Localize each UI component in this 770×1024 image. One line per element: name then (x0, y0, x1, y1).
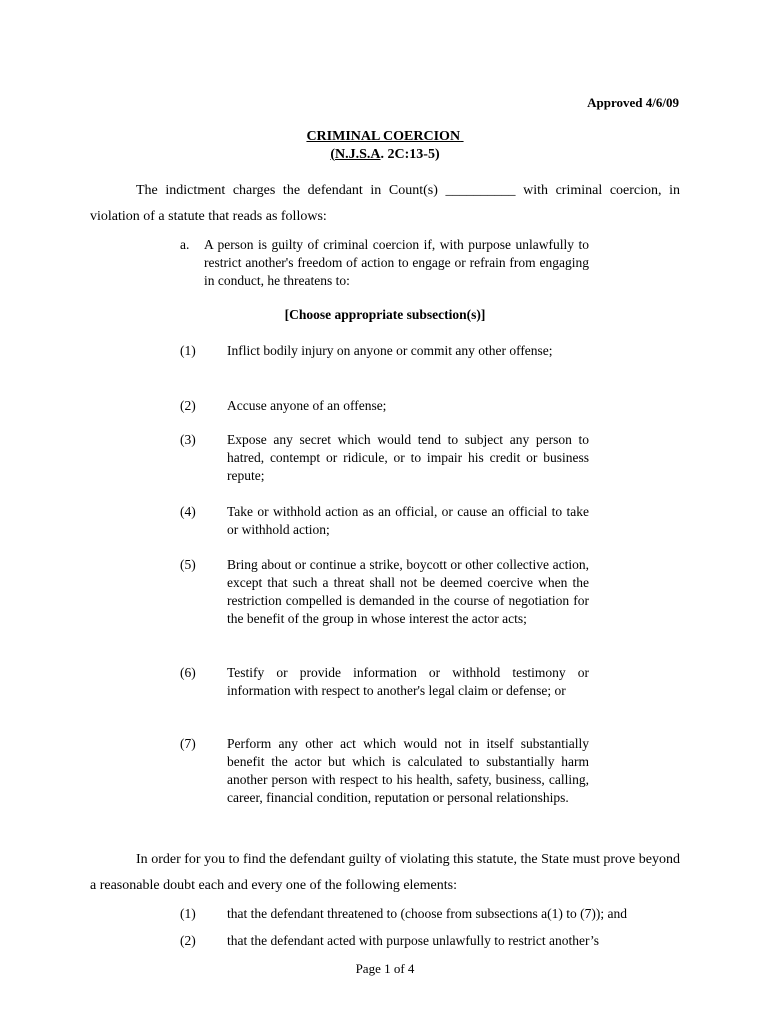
element-text: that the defendant acted with purpose unlawfully to restrict another’s (227, 933, 600, 948)
citation-open: ( (330, 147, 336, 162)
subsection-number: (3) (180, 432, 196, 447)
subsection-number: (4) (180, 504, 196, 519)
element-number: (2) (180, 933, 196, 948)
subsection-number: (6) (180, 665, 196, 680)
document-title (0, 129, 770, 145)
subsection-item (180, 664, 589, 700)
statute-citation (0, 147, 770, 163)
subsection-number: (5) (180, 557, 196, 572)
approval-date: Approved 4/6/09 (587, 95, 679, 110)
intro-paragraph: The indictment charges the defendant in Count(s) __________ with criminal coercion, in violation of a statute that reads as follows: (90, 183, 680, 224)
subsection-text: Bring about or continue a strike, boycott or other collective action, except that such a threat shall not be deemed coercive when the restriction compelled is demanded in the course of negotiation for the benefit of the group in whose interest the actor acts; (227, 557, 589, 626)
element-number: (1) (180, 906, 196, 921)
subsection-item (180, 431, 589, 485)
title-underline-trail (460, 129, 464, 144)
subsection-item (180, 503, 589, 539)
subsection-text: Accuse anyone of an offense; (227, 398, 387, 413)
subsection-text: Inflict bodily injury on anyone or commit any other offense; (227, 343, 553, 358)
subsection-text: Testify or provide information or withhold testimony or information with respect to another's legal claim or defense; or (227, 665, 589, 698)
element-item (180, 932, 680, 950)
subsection-number: (1) (180, 343, 196, 358)
subsection-text: Perform any other act which would not in itself substantially benefit the actor but which is calculated to substantially harm another person with respect to his health, safety, business, calling, career, financial condition, reputation or personal relationships. (227, 736, 589, 805)
subsection-item (180, 556, 589, 628)
element-text: that the defendant threatened to (choose from subsections a(1) to (7)); and (227, 906, 627, 921)
statute-label: a. (180, 237, 190, 252)
subsection-number: (2) (180, 398, 196, 413)
statute-body: A person is guilty of criminal coercion if, with purpose unlawfully to restrict another's freedom of action to engage or refrain from engaging in conduct, he threatens to: (204, 237, 589, 288)
subsection-text: Expose any secret which would tend to subject any person to hatred, contempt or ridicule, or to impair his credit or business repute; (227, 432, 589, 483)
element-item (180, 905, 680, 923)
subsection-number: (7) (180, 736, 196, 751)
subsection-item (180, 397, 589, 415)
subsection-item (180, 342, 589, 360)
citation-rest: . 2C:13-5) (380, 147, 440, 162)
subsection-text: Take or withhold action as an official, or cause an official to take or withhold action; (227, 504, 589, 537)
citation-abbrev: N.J.S.A (335, 147, 381, 162)
page-number: Page 1 of 4 (355, 961, 415, 976)
statute-text (180, 236, 589, 290)
choose-subsection-note: [Choose appropriate subsection(s)] (284, 307, 486, 322)
elements-intro-paragraph: In order for you to find the defendant guilty of violating this statute, the State must prove beyond a reasonable doubt each and every one of the following elements: (90, 852, 680, 893)
title-text: CRIMINAL COERCION (306, 129, 461, 144)
subsection-item (180, 735, 589, 807)
